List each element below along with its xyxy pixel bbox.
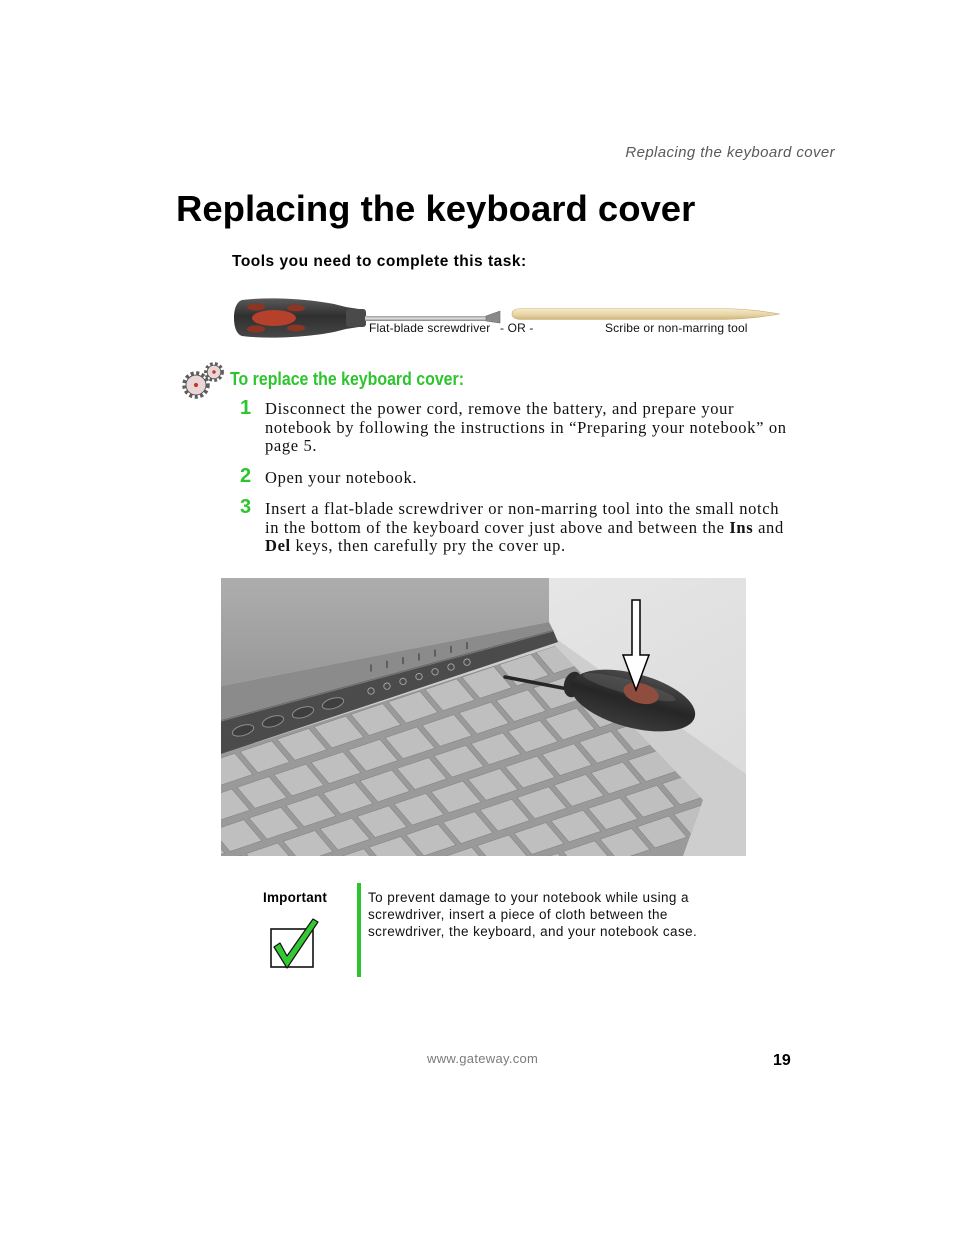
procedure-heading: To replace the keyboard cover: (230, 368, 465, 389)
hinge-slot (402, 657, 404, 664)
footer-url: www.gateway.com (427, 1051, 539, 1066)
hinge-slot (466, 642, 468, 649)
step-line (265, 537, 784, 556)
step-text-segment: Insert a flat-blade screwdriver or non-marring tool into the small notch (265, 499, 780, 518)
step-text (265, 500, 784, 556)
checkmark-icon (268, 916, 320, 970)
scribe-label: Scribe or non-marring tool (605, 321, 748, 335)
step-line: Open your notebook. (265, 468, 418, 487)
important-line: To prevent damage to your notebook while using a (368, 890, 689, 905)
step-line (265, 519, 784, 538)
important-divider (357, 883, 361, 977)
hinge-slot (370, 665, 372, 672)
hinge-slot (418, 653, 420, 660)
step-line: page 5. (265, 436, 318, 456)
step-line: notebook by following the instructions in “Preparing your notebook” on (265, 417, 787, 437)
hinge-slot (450, 646, 452, 653)
page-number: 19 (773, 1052, 791, 1069)
page-title: Replacing the keyboard cover (176, 188, 696, 229)
step-line (265, 500, 784, 519)
important-text (368, 889, 697, 940)
ins-key-label: Ins (729, 517, 754, 537)
step-text-segment: keys, then carefully pry the cover up. (290, 536, 566, 556)
hinge-slot (434, 650, 436, 657)
hinge-slot (386, 661, 388, 668)
step-text-segment: in the bottom of the keyboard cover just above and between the (265, 517, 730, 537)
step-line: Disconnect the power cord, remove the battery, and prepare your (265, 399, 735, 418)
screwdriver-label: Flat-blade screwdriver (369, 321, 491, 335)
important-line: screwdriver, insert a piece of cloth between the (368, 907, 668, 922)
del-key-label: Del (265, 536, 291, 556)
step-number: 2 (240, 465, 252, 487)
step-text (265, 469, 417, 488)
tools-heading: Tools you need to complete this task: (232, 253, 527, 270)
step-text-segment: and (753, 517, 784, 537)
keyboard-cover-photo (221, 578, 746, 856)
step-number: 3 (240, 496, 252, 518)
step-number: 1 (240, 397, 252, 419)
or-label: - OR - (500, 321, 534, 335)
step-text (265, 400, 787, 456)
gears-icon (182, 361, 226, 399)
important-label: Important (263, 890, 328, 905)
important-line: screwdriver, the keyboard, and your notebook case. (368, 924, 698, 939)
running-header: Replacing the keyboard cover (625, 144, 835, 161)
